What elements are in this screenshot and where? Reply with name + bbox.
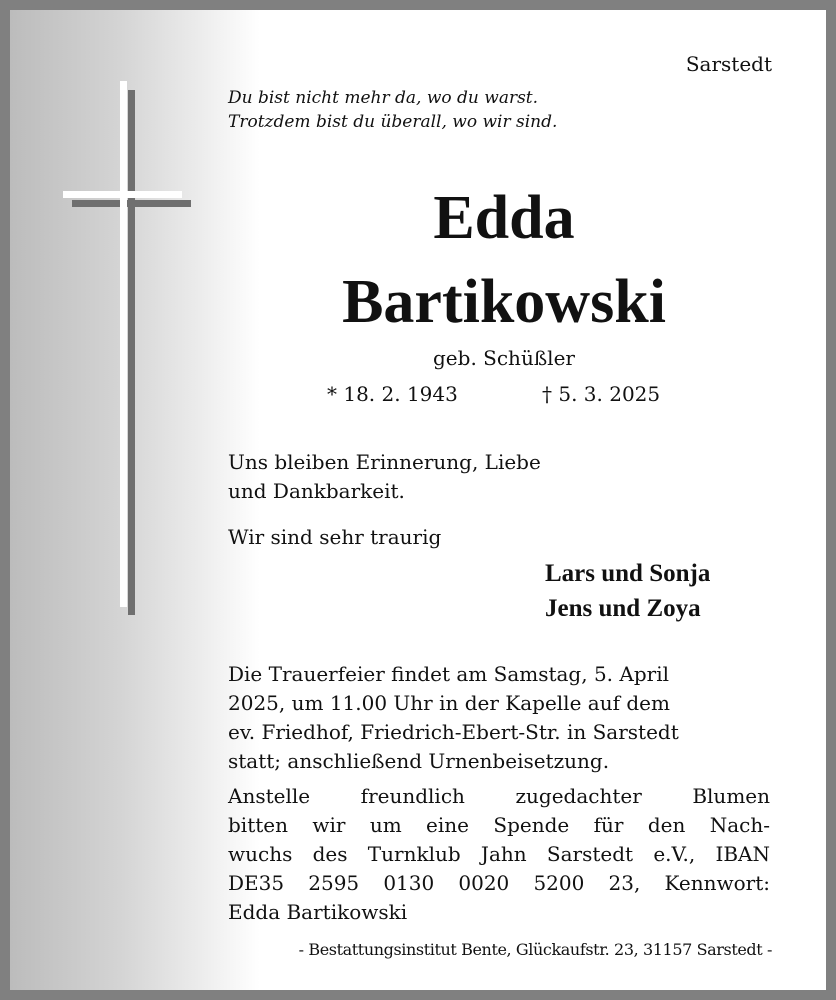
funeral-line: ev. Friedhof, Friedrich-Ebert-Str. in Sarstedt: [228, 720, 679, 744]
undertaker-footer: - Bestattungsinstitut Bente, Glückaufstr. 23, 31157 Sarstedt -: [298, 940, 772, 959]
first-name: Edda: [433, 184, 575, 252]
grief-text: Wir sind sehr traurig: [228, 525, 442, 549]
donation-line: wuchs des Turnklub Jahn Sarstedt e.V., IBAN: [228, 842, 770, 866]
funeral-info: [228, 660, 770, 776]
last-name: Bartikowski: [342, 268, 666, 336]
birth-date: * 18. 2. 1943: [327, 382, 458, 406]
memory-line: Uns bleiben Erinnerung, Liebe: [228, 450, 541, 474]
donation-line: bitten wir um eine Spende für den Nach-: [228, 813, 770, 837]
funeral-line: 2025, um 11.00 Uhr in der Kapelle auf dem: [228, 691, 670, 715]
cross-vertical-beam: [120, 81, 127, 607]
quote: [228, 86, 557, 134]
location: Sarstedt: [685, 52, 772, 76]
quote-line: Du bist nicht mehr da, wo du warst.: [228, 88, 539, 108]
family-member: Lars und Sonja: [545, 560, 711, 587]
donation-line: DE35 2595 0130 0020 5200 23, Kennwort:: [228, 871, 770, 895]
family-signatures: [545, 556, 710, 626]
quote-line: Trotzdem bist du überall, wo wir sind.: [228, 112, 558, 132]
donation-info: [228, 782, 770, 927]
funeral-line: statt; anschließend Urnenbeisetzung.: [228, 749, 610, 773]
obituary-card: [10, 10, 826, 990]
death-date: † 5. 3. 2025: [542, 382, 661, 406]
funeral-line: Die Trauerfeier findet am Samstag, 5. April: [228, 662, 669, 686]
family-member: Jens und Zoya: [545, 595, 701, 622]
memory-text: [228, 448, 541, 506]
donation-line: Edda Bartikowski: [228, 900, 408, 924]
memory-line: und Dankbarkeit.: [228, 479, 405, 503]
maiden-name: geb. Schüßler: [433, 346, 575, 370]
donation-line: Anstelle freundlich zugedachter Blumen: [228, 784, 770, 808]
